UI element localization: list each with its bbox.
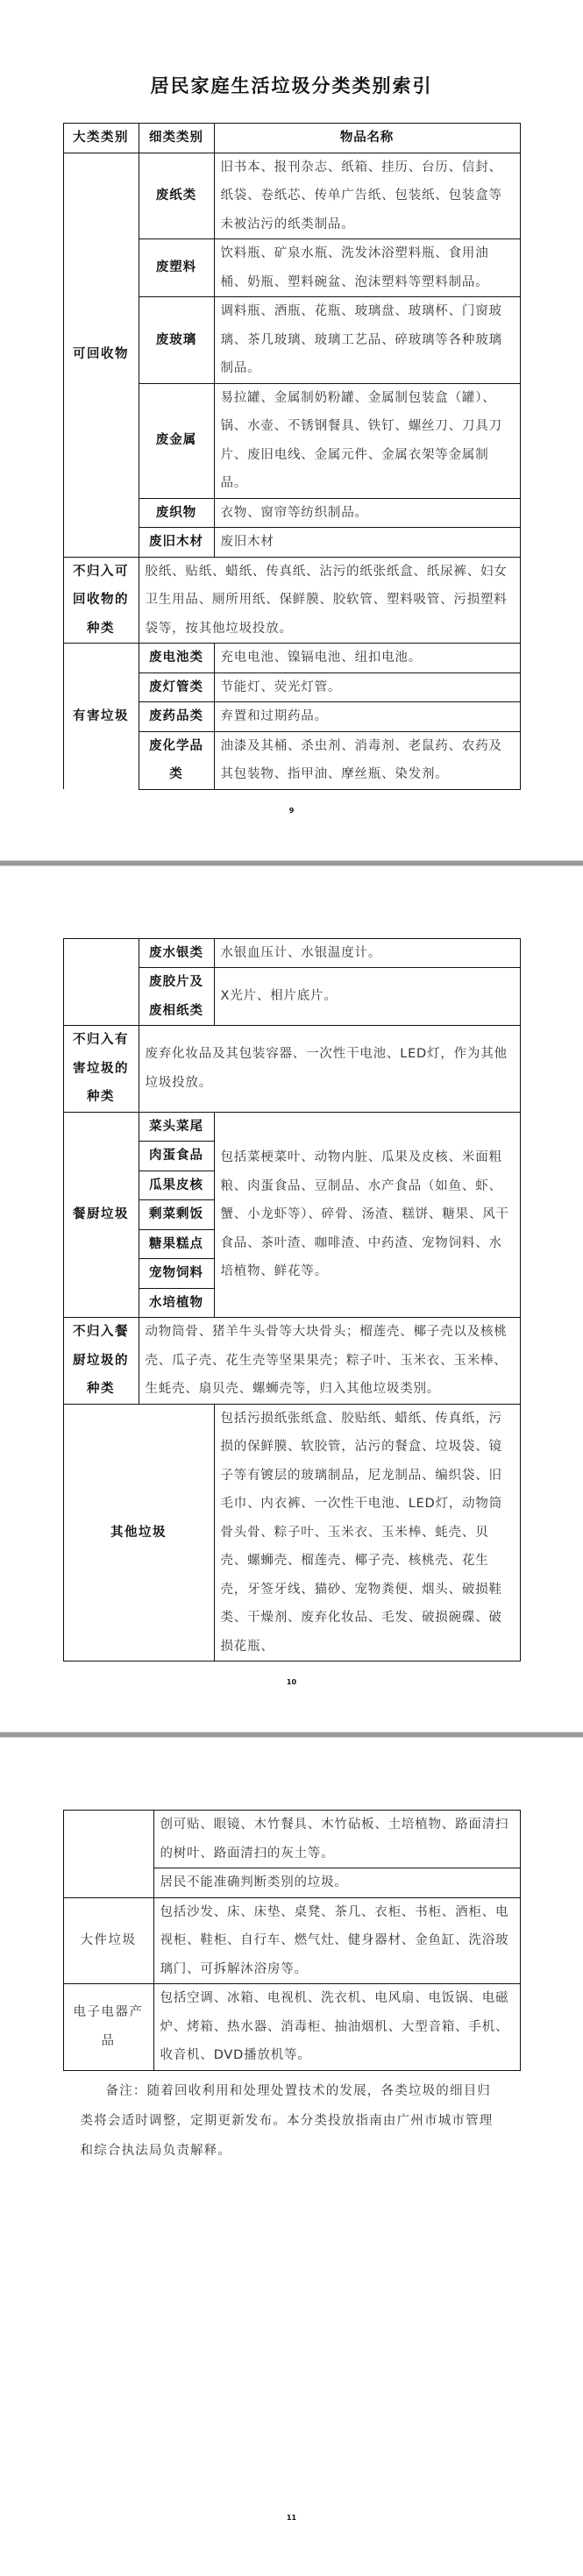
subcategory: 菜头菜尾 xyxy=(139,1112,214,1142)
items-cell: X光片、相片底片。 xyxy=(214,968,520,1026)
category-hazardous-continued xyxy=(63,938,139,1026)
items-cell: 旧书本、报刊杂志、纸箱、挂历、台历、信封、纸袋、卷纸芯、传单广告纸、包装纸、包装盒等未被沾污的纸类制品。 xyxy=(214,153,520,239)
header-major: 大类类别 xyxy=(63,124,139,153)
subcategory: 废胶片及废相纸类 xyxy=(139,968,214,1026)
items-cell: 包括沙发、床、床垫、桌凳、茶几、衣柜、书柜、酒柜、电视柜、鞋柜、自行车、燃气灶、健身器材、金鱼缸、洗浴玻璃门、可拆解沐浴房等。 xyxy=(153,1897,520,1984)
subcategory: 废玻璃 xyxy=(139,297,214,384)
category-recyclable: 可回收物 xyxy=(63,153,139,557)
subcategory: 废织物 xyxy=(139,498,214,528)
page-11 xyxy=(0,1738,583,2576)
items-cell: 创可贴、眼镜、木竹餐具、木竹砧板、土培植物、路面清扫的树叶、路面清扫的灰土等。 xyxy=(153,1811,520,1868)
table-row xyxy=(63,938,520,968)
table-row xyxy=(63,557,520,644)
subcategory: 废化学品类 xyxy=(139,731,214,789)
category-electronics: 电子电器产品 xyxy=(63,1984,153,2071)
footnote: 备注：随着回收利用和处理处置技术的发展，各类垃圾的细目归类将会适时调整，定期更新发布。本分类投放指南由广州市城市管理和综合执法局负责解释。 xyxy=(80,2083,494,2158)
subcategory: 废旧木材 xyxy=(139,528,214,558)
table-row xyxy=(63,1984,520,2071)
items-cell: 水银血压计、水银温度计。 xyxy=(214,938,520,968)
category-other-continued xyxy=(63,1811,153,1898)
table-row xyxy=(63,1811,520,1868)
category-hazardous: 有害垃圾 xyxy=(63,644,139,790)
table-row xyxy=(63,644,520,673)
page-9 xyxy=(0,0,583,860)
items-cell: 废旧木材 xyxy=(214,528,520,558)
items-cell: 胶纸、贴纸、蜡纸、传真纸、沾污的纸张纸盒、纸尿裤、妇女卫生用品、厕所用纸、保鲜膜、胶软管、塑料吸管、污损塑料袋等，按其他垃圾投放。 xyxy=(139,557,520,644)
table-row xyxy=(63,1112,520,1142)
subcategory: 剩菜剩饭 xyxy=(139,1200,214,1230)
items-cell: 易拉罐、金属制奶粉罐、金属制包装盒（罐）、锅、水壶、不锈钢餐具、铁钉、螺丝刀、刀具刀片、废旧电线、金属元件、金属衣架等金属制品。 xyxy=(214,383,520,498)
subcategory: 废塑料 xyxy=(139,239,214,297)
items-cell: 饮料瓶、矿泉水瓶、洗发沐浴塑料瓶、食用油桶、奶瓶、塑料碗盆、泡沫塑料等塑料制品。 xyxy=(214,239,520,297)
subcategory: 糖果糕点 xyxy=(139,1229,214,1259)
items-cell: 废弃化妆品及其包装容器、一次性干电池、LED灯，作为其他垃圾投放。 xyxy=(139,1026,520,1113)
items-cell: 包括空调、冰箱、电视机、洗衣机、电风扇、电饭锅、电磁炉、烤箱、热水器、消毒柜、抽油烟机、大型音箱、手机、收音机、DVD播放机等。 xyxy=(153,1984,520,2071)
subcategory: 宠物饲料 xyxy=(139,1259,214,1289)
category-other: 其他垃圾 xyxy=(63,1404,214,1662)
classification-table-part-2 xyxy=(63,938,521,1662)
category-not-hazardous: 不归入有害垃圾的种类 xyxy=(63,1026,139,1113)
items-cell: 衣物、窗帘等纺织制品。 xyxy=(214,498,520,528)
items-cell: 动物筒骨、猪羊牛头骨等大块骨头；榴莲壳、椰子壳以及核桃壳、瓜子壳、花生壳等坚果果壳；粽子叶、玉米衣、玉米棒、生蚝壳、扇贝壳、螺蛳壳等，归入其他垃圾类别。 xyxy=(139,1318,520,1405)
items-cell: 充电电池、镍镉电池、纽扣电池。 xyxy=(214,644,520,673)
page-title: 居民家庭生活垃圾分类类别索引 xyxy=(150,75,433,96)
category-not-recyclable: 不归入可回收物的种类 xyxy=(63,557,139,644)
category-bulky: 大件垃圾 xyxy=(63,1897,153,1984)
page-number: 10 xyxy=(286,1678,297,1686)
page-number: 11 xyxy=(286,2514,297,2522)
table-row xyxy=(63,1404,520,1662)
items-cell: 弃置和过期药品。 xyxy=(214,702,520,732)
category-not-kitchen: 不归入餐厨垃圾的种类 xyxy=(63,1318,139,1405)
subcategory: 废水银类 xyxy=(139,938,214,968)
items-cell: 节能灯、荧光灯管。 xyxy=(214,672,520,702)
items-cell: 居民不能准确判断类别的垃圾。 xyxy=(153,1868,520,1898)
subcategory: 废电池类 xyxy=(139,644,214,673)
items-cell: 调料瓶、酒瓶、花瓶、玻璃盘、玻璃杯、门窗玻璃、茶几玻璃、玻璃工艺品、碎玻璃等各种玻璃制品。 xyxy=(214,297,520,384)
table-row xyxy=(63,1026,520,1113)
page-separator xyxy=(0,1732,583,1738)
header-items: 物品名称 xyxy=(214,124,520,153)
page-separator xyxy=(0,860,583,866)
items-cell: 包括污损纸张纸盒、胶贴纸、蜡纸、传真纸，污损的保鲜膜、软胶管，沾污的餐盒、垃圾袋、镜子等有镀层的玻璃制品，尼龙制品、编织袋、旧毛巾、内衣裤、一次性干电池、LED灯，动物筒骨头骨、粽子叶、玉米衣、玉米棒、蚝壳、贝壳、螺蛳壳、榴莲壳、椰子壳、核桃壳、花生壳，牙签牙线、猫砂、宠物粪便、烟头、破损鞋类、干燥剂、废弃化妆品、毛发、破损碗碟、破损花瓶、 xyxy=(214,1404,520,1662)
subcategory: 瓜果皮核 xyxy=(139,1171,214,1200)
table-row xyxy=(63,1318,520,1405)
page-10 xyxy=(0,866,583,1733)
subcategory: 废灯管类 xyxy=(139,672,214,702)
subcategory: 肉蛋食品 xyxy=(139,1142,214,1171)
subcategory: 水培植物 xyxy=(139,1288,214,1318)
items-cell: 包括菜梗菜叶、动物内脏、瓜果及皮核、米面粗粮、肉蛋食品、豆制品、水产食品（如鱼、虾、蟹、小龙虾等）、碎骨、汤渣、糕饼、糖果、风干食品、茶叶渣、咖啡渣、中药渣、宠物饲料、水培植物、鲜花等。 xyxy=(214,1112,520,1318)
subcategory: 废药品类 xyxy=(139,702,214,732)
classification-table-part-3 xyxy=(63,1810,521,2071)
category-kitchen: 餐厨垃圾 xyxy=(63,1112,139,1318)
header-sub: 细类类别 xyxy=(139,124,214,153)
table-row xyxy=(63,153,520,239)
table-row xyxy=(63,1897,520,1984)
page-number: 9 xyxy=(288,806,295,815)
items-cell: 油漆及其桶、杀虫剂、消毒剂、老鼠药、农药及其包装物、指甲油、摩丝瓶、染发剂。 xyxy=(214,731,520,789)
subcategory: 废纸类 xyxy=(139,153,214,239)
classification-table-part-1 xyxy=(63,123,521,790)
table-header-row xyxy=(63,124,520,153)
subcategory: 废金属 xyxy=(139,383,214,498)
